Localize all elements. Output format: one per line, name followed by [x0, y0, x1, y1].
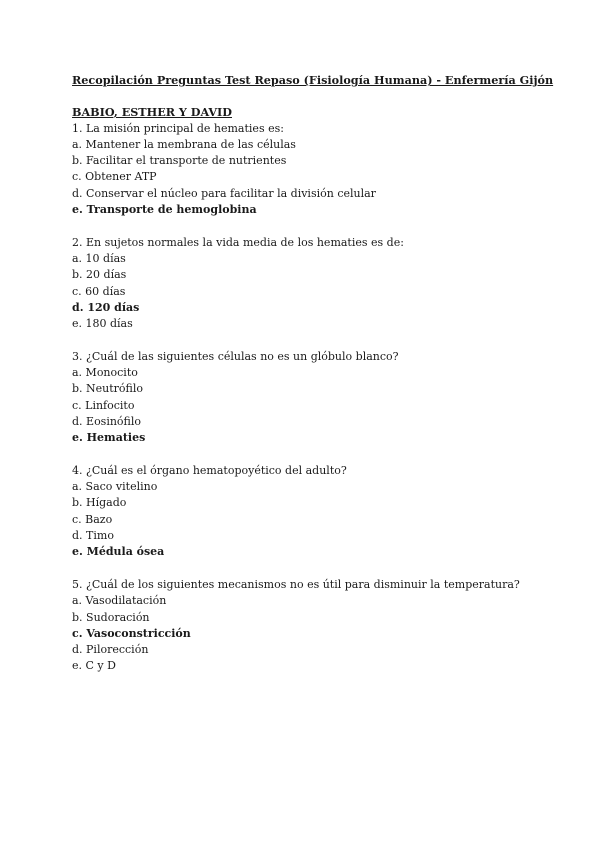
answer-option-correct: c. Vasoconstricción — [72, 626, 191, 640]
question-block — [72, 235, 542, 333]
section-heading: BABIO, ESTHER Y DAVID — [72, 105, 232, 120]
answer-option: a. Mantener la membrana de las células — [72, 137, 296, 151]
answer-option-correct: e. Médula ósea — [72, 545, 165, 559]
question-block — [72, 463, 542, 561]
question-block — [72, 349, 542, 447]
answer-option: d. Eosinófilo — [72, 414, 142, 428]
answer-option: c. Bazo — [72, 512, 113, 526]
answer-option: b. Facilitar el transporte de nutrientes — [72, 154, 287, 168]
question-text: 1. La misión principal de hematies es: — [72, 121, 284, 135]
answer-option: d. Conservar el núcleo para facilitar la división celular — [72, 186, 376, 200]
answer-option: a. 10 días — [72, 251, 126, 265]
question-list — [72, 121, 542, 675]
question-block — [72, 121, 542, 219]
answer-option: b. Neutrófilo — [72, 382, 144, 396]
answer-option: a. Saco vitelino — [72, 480, 158, 494]
answer-option: a. Monocito — [72, 366, 138, 380]
answer-option: d. Timo — [72, 529, 114, 543]
answer-option-correct: d. 120 días — [72, 300, 140, 314]
document-page — [72, 72, 554, 691]
question-text: 3. ¿Cuál de las siguientes células no es un glóbulo blanco? — [72, 349, 399, 363]
answer-option: e. C y D — [72, 659, 116, 673]
answer-option-correct: e. Transporte de hemoglobina — [72, 203, 257, 217]
answer-option-correct: e. Hematies — [72, 431, 146, 445]
question-text: 4. ¿Cuál es el órgano hematopoyético del adulto? — [72, 463, 347, 477]
answer-option: c. Obtener ATP — [72, 170, 157, 184]
answer-option: c. 60 días — [72, 284, 126, 298]
answer-option: b. Sudoración — [72, 610, 150, 624]
answer-option: c. Linfocito — [72, 398, 135, 412]
answer-option: a. Vasodilatación — [72, 594, 167, 608]
answer-option: d. Pilorección — [72, 643, 149, 657]
question-text: 5. ¿Cuál de los siguientes mecanismos no es útil para disminuir la temperatura? — [72, 577, 520, 591]
answer-option: b. 20 días — [72, 268, 127, 282]
question-block — [72, 577, 542, 675]
answer-option: e. 180 días — [72, 317, 133, 331]
document-title: Recopilación Preguntas Test Repaso (Fisiología Humana) - Enfermería Gijón — [72, 73, 554, 87]
question-text: 2. En sujetos normales la vida media de los hematies es de: — [72, 235, 404, 249]
answer-option: b. Hígado — [72, 496, 127, 510]
